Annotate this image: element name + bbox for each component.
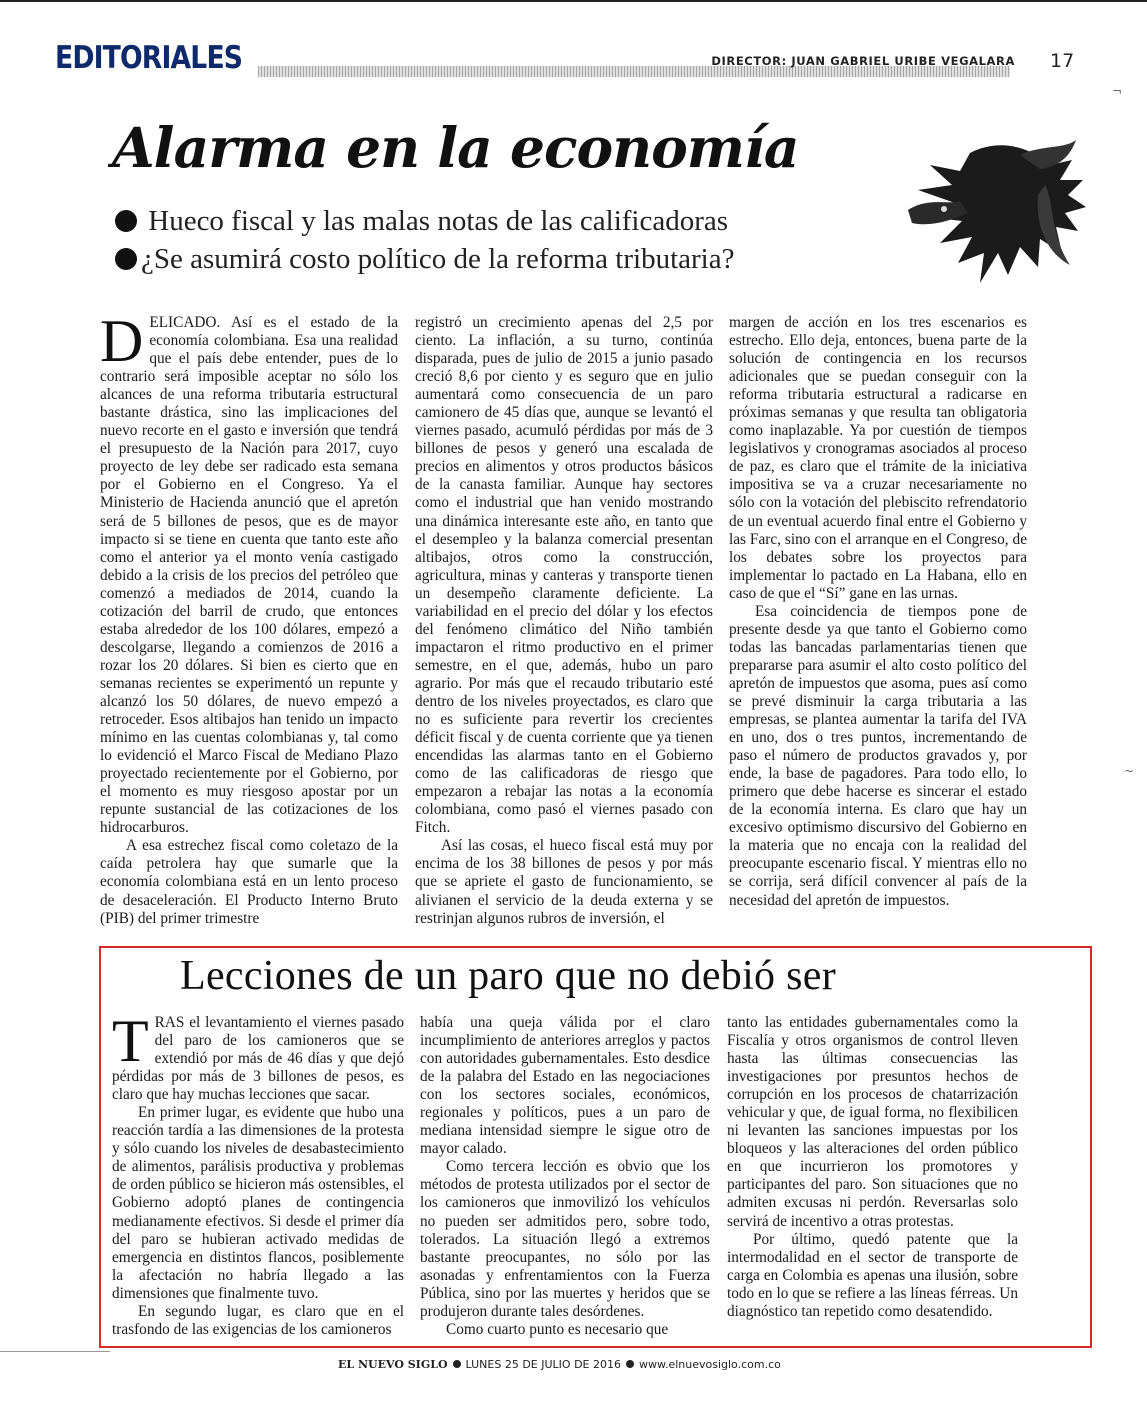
second-editorial-column-1: TRAS el levantamiento el viernes pasado del paro de los camioneros que se extendió por más de 46 días y que dejó pérdidas por más de 3 billones de pesos, es claro que hay muchas lecciones que sacar. En primer lugar, es evidente que hubo una reacción tardía a las dimensiones de la protesta y sólo cuando los niveles de desabastecimiento de alimentos, parálisis productiva y problemas de orden público se hicieron más ostensibles, el Gobierno adoptó planes de contingencia medianamente efectivos. Si desde el primer día del paro se hubieran activado medidas de emergencia en distintos flancos, posiblemente la afectación no habría llegado a las dimensiones que finalmente tuvo. En segundo lugar, es claro que en el trasfondo de las exigencias de los camioneros: [112, 1008, 404, 1338]
bullet-icon: [115, 248, 137, 270]
page-number: 17: [1050, 50, 1075, 72]
paragraph: Por último, quedó patente que la intermodalidad en el sector de transporte de carga en Colombia es apenas una ilusión, sobre todo en lo que se refiere a las líneas férreas. Un diagnóstico tan repetido como desatendido.: [727, 1230, 1018, 1320]
paragraph: En segundo lugar, es claro que en el trasfondo de las exigencias de los camioneros: [112, 1302, 404, 1338]
editorial-column-1: DELICADO. Así es el estado de la economía colombiana. Esa una realidad que el país debe entender, pues de lo contrario será imposible aceptar no sólo los alcances de una reforma tributaria estructural bastante drástica, sino las implicaciones del nuevo recorte en el gasto e inversión que tendrá el presupuesto de la Nación para 2017, cuyo proyecto de ley debe ser radicado esta semana por el Gobierno en el Congreso. Ya el Ministerio de Hacienda anunció que el apretón será de 5 billones de pesos, que es de mayor impacto si se tiene en cuenta que tanto este año como el anterior ya el monto venía castigado debido a la crisis de los precios del petróleo que comenzó a mediados de 2014, cuando la cotización del barril de crudo, que entonces estaba alrededor de los 100 dólares, empezó a descolgarse, llegando a comienzos de 2016 a rozar los 20 dólares. Si bien es cierto que en semanas recientes se experimentó un repunte y alcanzó los 50 dólares, de nuevo empezó a retroceder. Esos altibajos han tenido un impacto mínimo en las cuentas colombianas y, tal como lo evidenció el Marco Fiscal de Mediano Plazo proyectado recientemente por el Gobierno, por el momento es muy riesgoso apostar por un repunte sustancial de las cotizaciones de los hidrocarburos. A esa estrechez fiscal como coletazo de la caída petrolera hay que sumarle que la economía colombiana está en un lento proceso de desaceleración. El Producto Interno Bruto (PIB) del primer trimestre: [100, 308, 398, 927]
margin-mark: ¬: [1112, 84, 1123, 98]
bullet-icon: [115, 210, 137, 232]
paragraph: Como tercera lección es obvio que los métodos de protesta utilizados por el sector de los camioneros que inmovilizó los vehículos no pueden ser admitidos pero, sobre todo, tolerados. La situación llegó a extremos bastante preocupantes, no sólo por las asonadas y enfrentamientos con la Fuerza Pública, sino por las muertes y heridos que se produjeron durante tales desórdenes.: [420, 1158, 710, 1320]
paragraph: A esa estrechez fiscal como coletazo de la caída petrolera hay que sumarle que la economía colombiana está en un lento proceso de desaceleración. El Producto Interno Bruto (PIB) del primer trimestre: [100, 837, 398, 927]
subhead-1: Hueco fiscal y las malas notas de las calificadoras: [115, 205, 728, 238]
paragraph: Así las cosas, el hueco fiscal está muy por encima de los 38 billones de pesos y por más que se apriete el gasto de funcionamiento, se alivianen el servicio de la deuda externa y se restrinjan algunos rubros de inversión, el: [415, 837, 713, 927]
second-editorial-column-3: [727, 1014, 1018, 1321]
subhead-2: ¿Se asumirá costo político de la reforma tributaria?: [115, 243, 734, 276]
drop-cap: T: [112, 1008, 149, 1074]
footer-url[interactable]: www.elnuevosiglo.com.co: [638, 1358, 781, 1371]
horse-head-logo-icon: [900, 135, 1090, 300]
director-credit: DIRECTOR: JUAN GABRIEL URIBE VEGALARA: [711, 54, 1015, 68]
paragraph: Esa coincidencia de tiempos pone de presente desde ya que tanto el Gobierno como todas las bancadas parlamentarias tienen que prepararse para asumir el alto costo político del apretón de impuestos que asoma, pues así como se prevé disminuir la carga tributaria a las empresas, se plantea aumentar la tarifa del IVA en uno, dos o tres puntos, incrementando de paso el número de productos gravados y, por ende, la base de pagadores. Para todo ello, lo primero que debe hacerse es sincerar el estado de la economía interna. Es claro que hay un excesivo optimismo discursivo del Gobierno en la materia que no encaja con la realidad del preocupante escenario fiscal. Y mientras ello no se corrija, será difícil convencer al país de la necesidad del apretón de impuestos.: [729, 602, 1027, 909]
footer-rule: [0, 1351, 110, 1352]
section-title: EDITORIALES: [55, 40, 243, 76]
newspaper-brand: EL NUEVO SIGLO: [338, 1358, 448, 1371]
paragraph: tanto las entidades gubernamentales como la Fiscalía y otros organismos de control lleven hasta las últimas consecuencias las investigaciones por presuntos hechos de corrupción en los procesos de chatarrización vehicular y que, de igual forma, no flexibilicen ni levanten las sanciones impuestas por los bloqueos y las alteraciones del orden público en que incurrieron los promotores y participantes del paro. Son situaciones que no admiten excusas ni perdón. Reversarlas solo servirá de incentivo a otras protestas.: [727, 1014, 1018, 1230]
margin-mark: ~: [1124, 764, 1135, 778]
top-rule: [0, 0, 1147, 8]
paragraph: En primer lugar, es evidente que hubo una reacción tardía a las dimensiones de la protesta y sólo cuando los niveles de desabastecimiento de alimentos, parálisis productiva y problemas de orden público se hicieron más ostensibles, el Gobierno adoptó planes de contingencia medianamente efectivos. Si desde el primer día del paro se hubieran activado medidas de emergencia en distintos flancos, posiblemente la afectación no habría llegado a las dimensiones que finalmente tuvo.: [112, 1104, 404, 1302]
page-footer: [338, 1358, 781, 1371]
second-editorial-column-2: [420, 1014, 710, 1339]
bullet-icon: [453, 1360, 461, 1368]
paragraph: registró un crecimiento apenas del 2,5 por ciento. La inflación, a su turno, continúa disparada, pues de julio de 2015 a junio pasado creció 8,6 por ciento y es seguro que en julio aumentará como consecuencia de un paro camionero de 45 días que, aunque se levantó el viernes pasado, acumuló pérdidas por más de 3 billones de pesos y generó una escalada de precios en alimentos y otros productos básicos de la canasta familiar. Aunque hay sectores como el industrial que han venido mostrando una dinámica interesante este año, en tanto que el desempleo y la balanza comercial presentan altibajos, otros como la construcción, agricultura, minas y canteras y transporte tienen un desempeño claramente deficiente. La variabilidad en el precio del dólar y los efectos del fenómeno climático del Niño también impactaron el ritmo productivo en el primer semestre, en el que, además, hubo un paro agrario. Por más que el recaudo tributario esté dentro de los niveles proyectados, es claro que no es suficiente para revertir los crecientes déficit fiscal y de cuenta corriente que ya tienen encendidas las alarmas tanto en el Gobierno como de las calificadoras de riesgo que empezaron a rebajar las notas a la economía colombiana, como pasó el viernes pasado con Fitch.: [415, 314, 713, 837]
second-editorial-headline: Lecciones de un paro que no debió ser: [180, 953, 837, 999]
editorial-headline: Alarma en la economía: [112, 115, 799, 180]
editorial-column-2: [415, 314, 713, 928]
paragraph: había una queja válida por el claro incumplimiento de anteriores arreglos y pactos con autoridades gubernamentales. Esto desdice de la palabra del Estado en las negociaciones con los sectores sociales, económicos, regionales y políticos, pues a un paro de mediana intensidad siempre le sigue otro de mayor calado.: [420, 1014, 710, 1158]
paragraph: margen de acción en los tres escenarios es estrecho. Ello deja, entonces, buena parte de la solución de contingencia en los recursos adicionales que se puedan conseguir con la reforma tributaria estructural a radicarse en próximas semanas y que resulta tan obligatoria como inaplazable. Ya por cuestión de tiempos legislativos y cronogramas asociados al proceso de paz, es claro que el trámite de la iniciativa impositiva se va a cruzar necesariamente no sólo con la votación del plebiscito refrendatorio de un eventual acuerdo final entre el Gobierno y las Farc, sino con el arranque en el Congreso, de los debates sobre los proyectos para implementar lo pactado en La Habana, ello en caso de que el “Sí” gane en las urnas.: [729, 314, 1027, 602]
drop-cap: D: [100, 308, 144, 374]
paragraph: Como cuarto punto es necesario que: [446, 1320, 669, 1338]
bullet-icon: [626, 1360, 634, 1368]
footer-date: LUNES 25 DE JULIO DE 2016: [465, 1358, 621, 1371]
editorial-column-3: [729, 314, 1027, 910]
